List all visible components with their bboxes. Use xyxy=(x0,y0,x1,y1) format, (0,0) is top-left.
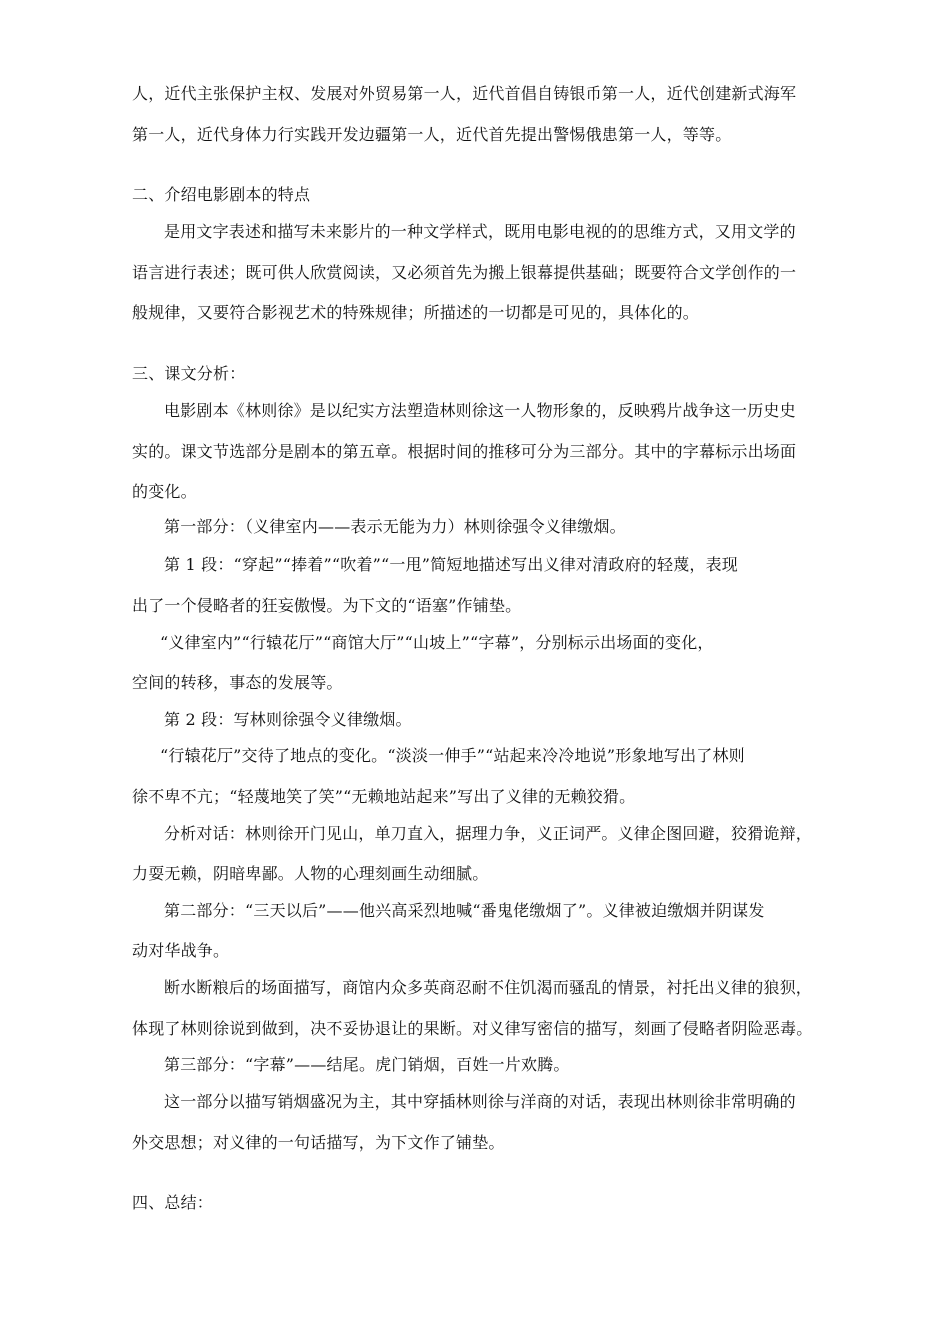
intro-line: 第一人，近代身体力行实践开发边疆第一人，近代首先提出警惕俄患第一人，等等。 xyxy=(132,125,732,144)
paragraph-line: 第 1 段：“穿起”“捧着”“吹着”“一甩”简短地描述写出义律对清政府的轻蔑，表现 xyxy=(164,555,738,574)
paragraph-line: 分析对话：林则徐开门见山，单刀直入，据理力争，义正词严。义律企图回避，狡猾诡辩， xyxy=(164,824,813,843)
paragraph-line: 体现了林则徐说到做到，决不妥协退让的果断。对义律写密信的描写，刻画了侵略者阴险恶毒。 xyxy=(132,1019,813,1038)
section-heading-text-analysis: 三、课文分析： xyxy=(132,364,246,383)
paragraph-line: 电影剧本《林则徐》是以纪实方法塑造林则徐这一人物形象的，反映鸦片战争这一历史史 xyxy=(164,401,796,420)
paragraph-line: “行辕花厅”交待了地点的变化。“淡淡一伸手”“站起来冷冷地说”形象地写出了林则 xyxy=(160,746,745,765)
paragraph-line: 般规律，又要符合影视艺术的特殊规律；所描述的一切都是可见的，具体化的。 xyxy=(132,303,700,322)
paragraph-line: 第三部分：“字幕”——结尾。虎门销烟，百姓一片欢腾。 xyxy=(164,1055,570,1074)
paragraph-line: 出了一个侵略者的狂妄傲慢。为下文的“语塞”作铺垫。 xyxy=(132,596,522,615)
paragraph-line: 第二部分：“三天以后”——他兴高采烈地喊“番鬼佬缴烟了”。义律被迫缴烟并阴谋发 xyxy=(164,901,765,920)
paragraph-line: 实的。课文节选部分是剧本的第五章。根据时间的推移可分为三部分。其中的字幕标示出场面 xyxy=(132,442,797,461)
paragraph-line: 断水断粮后的场面描写，商馆内众多英商忍耐不住饥渴而骚乱的情景，衬托出义律的狼狈， xyxy=(164,978,813,997)
paragraph-line: 空间的转移，事态的发展等。 xyxy=(132,673,343,692)
section-heading-summary: 四、总结： xyxy=(132,1193,214,1212)
paragraph-line: 徐不卑不亢；“轻蔑地笑了笑”“无赖地站起来”写出了义律的无赖狡猾。 xyxy=(132,787,636,806)
section-heading-characteristics: 二、介绍电影剧本的特点 xyxy=(132,185,311,204)
paragraph-line: 动对华战争。 xyxy=(132,941,230,960)
paragraph-line: “义律室内”“行辕花厅”“商馆大厅”“山坡上”“字幕”，分别标示出场面的变化， xyxy=(160,633,714,652)
paragraph-line: 语言进行表述；既可供人欣赏阅读，又必须首先为搬上银幕提供基础；既要符合文学创作的一 xyxy=(132,263,797,282)
paragraph-line: 力耍无赖，阴暗卑鄙。人物的心理刻画生动细腻。 xyxy=(132,864,489,883)
intro-line: 人，近代主张保护主权、发展对外贸易第一人，近代首倡自铸银币第一人，近代创建新式海军 xyxy=(132,84,797,103)
paragraph-line: 的变化。 xyxy=(132,482,197,501)
paragraph-line: 第 2 段：写林则徐强令义律缴烟。 xyxy=(164,710,412,729)
paragraph-line: 第一部分：（义律室内——表示无能为力）林则徐强令义律缴烟。 xyxy=(164,517,626,536)
paragraph-line: 这一部分以描写销烟盛况为主，其中穿插林则徐与洋商的对话，表现出林则徐非常明确的 xyxy=(164,1092,796,1111)
paragraph-line: 外交思想；对义律的一句话描写，为下文作了铺垫。 xyxy=(132,1133,505,1152)
paragraph-line: 是用文字表述和描写未来影片的一种文学样式，既用电影电视的的思维方式，又用文学的 xyxy=(164,222,796,241)
